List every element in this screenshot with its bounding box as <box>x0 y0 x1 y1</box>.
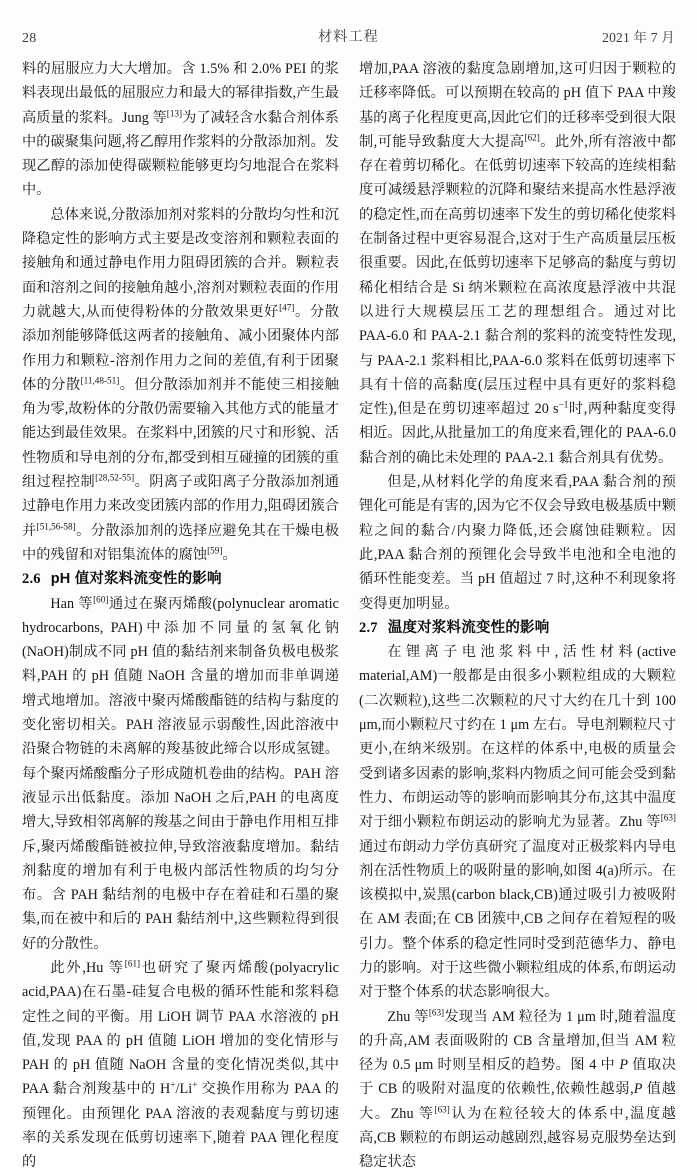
citation-ref: [60] <box>93 593 109 604</box>
section-heading-2-7 <box>359 616 676 640</box>
citation-ref: [47] <box>279 302 295 313</box>
citation-ref: [62] <box>524 132 540 143</box>
section-title: pH 值对浆料流变性的影响 <box>50 571 222 588</box>
page-number: 28 <box>22 31 37 46</box>
citation-ref: [28,52-55] <box>95 472 135 483</box>
two-column-body <box>22 57 677 1171</box>
right-column <box>359 57 677 1171</box>
journal-title: 材料工程 <box>318 30 379 45</box>
citation-ref: [61] <box>124 958 141 969</box>
paragraph-right-2: 但是,从材料化学的角度来看,PAA 黏合剂的预锂化可能是有害的,因为它不仅会导致电极基质中颗粒之间的黏合/内聚力降低,还会腐蚀硅颗粒。因此,PAA 黏合剂的预锂化会导致半电池和全电池的循环性能变差。当 pH 值超过 7 时,这种不利现象将变得更加明显。 <box>359 474 676 612</box>
section-title: 温度对浆料流变性的影响 <box>387 619 550 636</box>
citation-ref: [59] <box>207 545 223 556</box>
section-number: 2.7 <box>359 619 378 636</box>
issue-date: 2021 年 7 月 <box>602 30 675 45</box>
left-column <box>22 57 340 1171</box>
citation-ref: [63] <box>434 1104 450 1115</box>
section-number: 2.6 <box>22 571 41 588</box>
paragraph-left-3: Han 等[60]通过在聚丙烯酸(polynuclear aromatic hydrocarbons, PAH)中添加不同量的氢氧化钠(NaOH)制成不同 pH 值的黏结剂来制备负极电极浆料,PAH 的 pH 值随 NaOH 含量的增加而非单调递增式地增加。溶液中聚丙烯酸酯链的结构与黏度的变化密切相关。PAH 溶液显示弱酸性,因此溶液中沿聚合物链的未离解的羧基彼此缔合以形成氢键。每个聚丙烯酸酯分子形成随机卷曲的结构。PAH 溶液显示出低黏度。添加 NaOH 之后,PAH 的电离度增大,导致相邻离解的羧基之间由于静电作用相互排斥,聚丙烯酸酯链被拉伸,导致溶液黏度增加。黏结剂黏度的增加有利于电极内部活性物质的均匀分布。含 PAH 黏结剂的电极中存在着硅和石墨的聚集,而在被中和后的 PAH 黏结剂中,这些颗粒得到很好的分散性。 <box>22 593 340 952</box>
section-heading-2-6 <box>22 567 339 591</box>
paragraph-left-4: 此外,Hu 等[61]也研究了聚丙烯酸(polyacrylic acid,PAA)在石墨-硅复合电极的循环性能和浆料稳定性之间的平衡。用 LiOH 调节 PAA 水溶液的 pH 值,发现 PAA 的 pH 值随 LiOH 增加的变化情形与 PAH 的 pH 值随 NaOH 含量的变化情况类似,其中 PAA 黏合剂羧基中的 H+/Li+ 交换作用称为 PAA 的预锂化。由预锂化 PAA 溶液的表观黏度与剪切速率的关系发现在低剪切速率下,随着 PAA 锂化程度的 <box>22 958 340 1171</box>
paragraph-left-2: 总体来说,分散添加剂对浆料的分散均匀性和沉降稳定性的影响方式主要是改变溶剂和颗粒表面的接触角和通过静电作用力阻碍团簇的合并。颗粒表面和溶剂之间的接触角越小,溶剂对颗粒表面的作用力就越大,从而使得粉体的分散效果更好[47]。分散添加剂能够降低这两者的接触角、减小团聚体内部作用力和颗粒-溶剂作用力之间的差值,有利于团聚体的分散[11,48-51]。但分散添加剂并不能使三相接触角为零,故粉体的分散仍需要输入其他方式的能量才能达到最佳效果。在浆料中,团簇的尺寸和形貌、活性物质和导电剂的分布,都受到相互碰撞的团簇的重组过程控制[28,52-55]。阴离子或阳离子分散添加剂通过静电作用力来改变团簇内部的作用力,阻碍团簇合并[51,56-58]。分散添加剂的选择应避免其在干燥电极中的残留和对铝集流体的腐蚀[59]。 <box>22 206 339 563</box>
citation-ref: [13] <box>166 107 183 118</box>
citation-ref: [63] <box>660 812 676 823</box>
paragraph-right-1: 增加,PAA 溶液的黏度急剧增加,这可归因于颗粒的迁移率降低。可以预期在较高的 pH 值下 PAA 中羧基的离子化程度更高,因此它们的迁移率受到很大限制,可能导致黏度大大提高[62]。此外,所有溶液中都存在着剪切稀化。在低剪切速率下较高的连续相黏度可减缓悬浮颗粒的沉降和聚结来提高水性悬浮液的稳定性,而在高剪切速率下发生的剪切稀化使浆料在制备过程中更容易混合,这对于生产高质量层压板很重要。因此,在低剪切速率下足够高的黏度与剪切稀化相结合是 Si 纳米颗粒在高浓度悬浮液中共混以进行大规模层压工艺的理想组合。通过对比 PAA-6.0 和 PAA-2.1 黏合剂的浆料的流变特性发现,与 PAA-2.1 浆料相比,PAA-6.0 浆料在低剪切速率下具有十倍的高黏度(层压过程中具有更好的浆料稳定性),但是在剪切速率超过 20 $s^{-1}$时,两种黏度变得相近。因此,从批量加工的角度来看,锂化的 PAA-6.0 黏合剂的确比未处理的 PAA-2.1 黏合剂具有优势。 <box>359 61 677 466</box>
paragraph-left-1: 料的屈服应力大大增加。含 1.5% 和 2.0% PEI 的浆料表现出最低的屈服应力和最大的幂律指数,产生最高质量的浆料。Jung 等[13]为了减轻含水黏合剂体系中的碳聚集问题,将乙醇用作浆料的分散添加剂。发现乙醇的添加使得碳颗粒能够更均匀地混合在浆料中。 <box>22 61 340 199</box>
citation-ref: [63] <box>428 1006 445 1017</box>
citation-ref: [51,56-58] <box>36 520 76 531</box>
running-head <box>22 26 675 46</box>
paragraph-right-4: Zhu 等[63]发现当 AM 粒径为 1 μm 时,随着温度的升高,AM 表面吸附的 CB 含量增加,但当 AM 粒径为 0.5 μm 时则呈相反的趋势。图 4 中 P 值取决于 CB 的吸附对温度的依赖性,依赖性越弱,P 值越大。Zhu 等[63]认为在粒径较大的体系中,温度越高,CB 颗粒的布朗运动越剧烈,越容易克服势垒达到稳定状态 <box>359 1006 676 1171</box>
paragraph-right-3: 在锂离子电池浆料中,活性材料(active material,AM)一般都是由很多小颗粒组成的大颗粒(二次颗粒),这些二次颗粒的尺寸大约在几十到 100 μm,而小颗粒尺寸约在 1 μm 左右。导电剂颗粒尺寸更小,在纳米级别。在这样的体系中,电极的质量会受到诸多因素的影响,浆料内物质之间可能会受到黏性力、布朗运动等的影响而影响其分布,这其中温度对于细小颗粒布朗运动的影响尤为显著。Zhu 等[63]通过布朗动力学仿真研究了温度对正极浆料内导电剂在活性物质上的吸附量的影响,如图 4(a)所示。在该模拟中,炭黑(carbon black,CB)通过吸引力被吸附在 AM 表面;在 CB 团簇中,CB 之间存在着短程的吸引力。整个体系的稳定性同时受到范德华力、静电力的影响。对于这些微小颗粒组成的体系,布朗运动对于整个体系的状态影响很大。 <box>359 644 677 1001</box>
citation-ref: [11,48-51] <box>80 375 120 386</box>
